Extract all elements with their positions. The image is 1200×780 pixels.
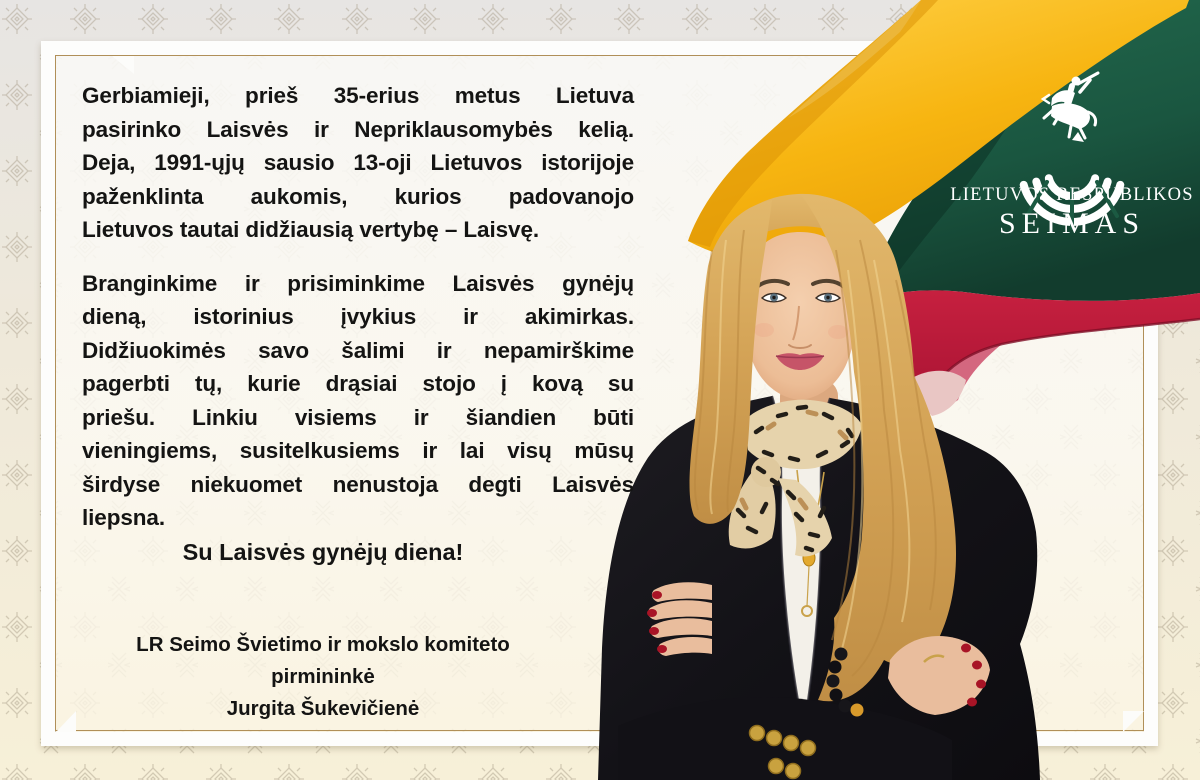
message-line: širdyse niekuomet nenustoja degti Laisvės [82, 471, 634, 497]
message-line: Deja, 1991-ųjų sausio 13-oji Lietuvos istorijoje [82, 150, 634, 175]
message-line: Gerbiamieji, prieš 35-erius metus Lietuva [82, 83, 634, 108]
signature-block [82, 629, 634, 725]
signature-name: Jurgita Šukevičienė [226, 696, 420, 720]
message-line: vieningiems, susitelkusiems ir lai visų mūsų [82, 438, 634, 463]
message-line: pagerbti tų, kurie drąsiai stojo į kovą su [82, 371, 634, 396]
seimas-logo-line1: LIETUVOS RESPUBLIKOS [950, 185, 1194, 205]
message-line: paženklinta aukomis, kurios padovanojo [82, 183, 634, 209]
message-line: dieną, istorinius įvykius ir akimirkas. [82, 304, 634, 329]
message-line: Lietuvos tautai didžiausią vertybę – Laisvę. [82, 217, 540, 242]
message-line: liepsna. [82, 505, 165, 530]
message-text-block [82, 79, 634, 725]
message-line: Branginkime ir prisiminkime Laisvės gynėjų [82, 270, 634, 296]
signature-role: LR Seimo Švietimo ir mokslo komiteto pirmininkė [136, 632, 510, 688]
greeting-text: Su Laisvės gynėjų diena! [182, 538, 464, 565]
message-line: pasirinko Laisvės ir Nepriklausomybės kelią. [82, 116, 634, 142]
seimas-logo-wordmark [950, 184, 1194, 241]
message-line: priešu. Linkiu visiems ir šiandien būti [82, 404, 634, 430]
seimas-logo-line2: SEIMAS [998, 207, 1146, 240]
amber-bead-icon [851, 704, 864, 717]
message-line: Didžiuokimės savo šalimi ir nepamirškime [82, 337, 634, 363]
